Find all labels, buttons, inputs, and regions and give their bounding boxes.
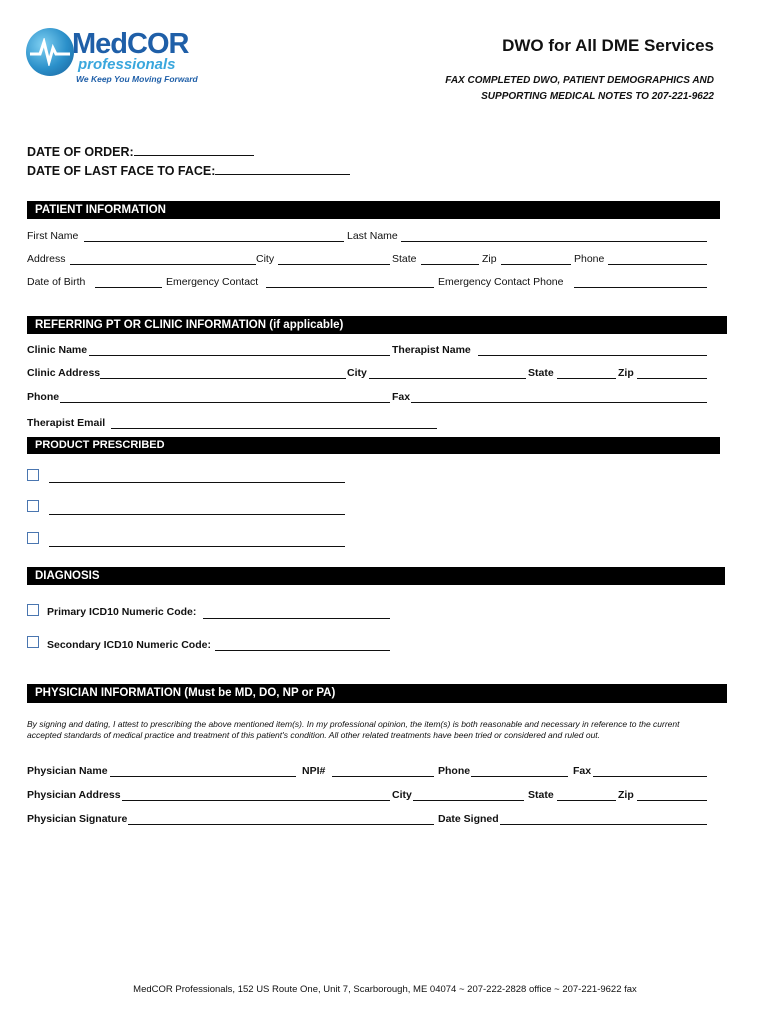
physician-name-row <box>27 765 717 779</box>
patient-name-row <box>27 230 717 244</box>
clinic-address-field[interactable] <box>100 378 346 379</box>
physician-address-label: Physician Address <box>27 789 121 801</box>
date-last-face-row <box>27 162 350 178</box>
product-checkbox-1[interactable] <box>27 469 39 481</box>
therapist-name-field[interactable] <box>478 355 707 356</box>
primary-icd-field[interactable] <box>203 618 390 619</box>
date-last-face-field[interactable] <box>215 162 350 175</box>
primary-icd-checkbox[interactable] <box>27 604 39 616</box>
referring-info-heading: REFERRING PT OR CLINIC INFORMATION (if applicable) <box>27 316 727 334</box>
city-field[interactable] <box>278 264 390 265</box>
clinic-zip-field[interactable] <box>637 378 707 379</box>
secondary-icd-checkbox[interactable] <box>27 636 39 648</box>
medcor-logo <box>26 26 196 90</box>
logo-sub: professionals <box>78 56 176 73</box>
physician-zip-field[interactable] <box>637 800 707 801</box>
clinic-name-row <box>27 344 717 358</box>
clinic-zip-label: Zip <box>618 367 634 379</box>
physician-state-field[interactable] <box>557 800 616 801</box>
physician-phone-label: Phone <box>438 765 471 777</box>
physician-address-field[interactable] <box>122 800 390 801</box>
date-signed-field[interactable] <box>500 824 707 825</box>
first-name-label: First Name <box>27 230 79 242</box>
therapist-name-label: Therapist Name <box>392 344 471 356</box>
fax-line-2: SUPPORTING MEDICAL NOTES TO 207-221-9622 <box>481 91 714 102</box>
product-prescribed-heading: PRODUCT PRESCRIBED <box>27 437 720 454</box>
physician-signature-label: Physician Signature <box>27 813 128 825</box>
address-field[interactable] <box>70 264 256 265</box>
logo-name: MedCOR <box>72 28 189 60</box>
physician-fax-field[interactable] <box>593 776 707 777</box>
npi-label: NPI# <box>302 765 326 777</box>
therapist-email-field[interactable] <box>111 428 437 429</box>
clinic-state-label: State <box>528 367 554 379</box>
dob-field[interactable] <box>95 287 162 288</box>
address-label: Address <box>27 253 66 265</box>
clinic-fax-field[interactable] <box>411 402 707 403</box>
state-label: State <box>392 253 417 265</box>
secondary-icd-field[interactable] <box>215 650 390 651</box>
fax-instructions <box>384 73 714 105</box>
state-field[interactable] <box>421 264 479 265</box>
physician-name-label: Physician Name <box>27 765 108 777</box>
clinic-fax-label: Fax <box>392 391 411 403</box>
therapist-email-label: Therapist Email <box>27 417 106 429</box>
clinic-name-label: Clinic Name <box>27 344 88 356</box>
physician-info-heading: PHYSICIAN INFORMATION (Must be MD, DO, NP or PA) <box>27 684 727 703</box>
city-label: City <box>256 253 275 265</box>
fax-line-1: FAX COMPLETED DWO, PATIENT DEMOGRAPHICS AND <box>445 75 714 86</box>
emergency-contact-field[interactable] <box>266 287 434 288</box>
emergency-contact-label: Emergency Contact <box>166 276 259 288</box>
npi-field[interactable] <box>332 776 434 777</box>
document-title: DWO for All DME Services <box>502 36 714 55</box>
primary-icd-label: Primary ICD10 Numeric Code: <box>47 606 197 618</box>
clinic-city-field[interactable] <box>369 378 526 379</box>
diagnosis-heading: DIAGNOSIS <box>27 567 725 585</box>
emergency-phone-field[interactable] <box>574 287 707 288</box>
physician-signature-row <box>27 813 717 827</box>
product-field-2[interactable] <box>49 514 345 515</box>
phone-label: Phone <box>574 253 605 265</box>
product-field-1[interactable] <box>49 482 345 483</box>
zip-label: Zip <box>482 253 497 265</box>
physician-address-row <box>27 789 717 803</box>
physician-signature-field[interactable] <box>128 824 434 825</box>
physician-city-label: City <box>392 789 412 801</box>
clinic-address-row <box>27 367 717 381</box>
last-name-field[interactable] <box>401 241 707 242</box>
zip-field[interactable] <box>501 264 571 265</box>
date-of-order-label: DATE OF ORDER: <box>27 145 134 159</box>
phone-field[interactable] <box>608 264 707 265</box>
logo-tagline: We Keep You Moving Forward <box>76 74 198 84</box>
patient-dob-row <box>27 276 717 290</box>
patient-info-heading: PATIENT INFORMATION <box>27 201 720 219</box>
footer-address: MedCOR Professionals, 152 US Route One, Unit 7, Scarborough, ME 04074 ~ 207-222-2828 office ~ 207-221-9622 fax <box>133 984 637 995</box>
date-last-face-label: DATE OF LAST FACE TO FACE: <box>27 164 216 178</box>
physician-phone-field[interactable] <box>471 776 568 777</box>
clinic-state-field[interactable] <box>557 378 616 379</box>
physician-zip-label: Zip <box>618 789 634 801</box>
date-of-order-field[interactable] <box>134 143 254 156</box>
product-checkbox-2[interactable] <box>27 500 39 512</box>
clinic-phone-row <box>27 391 717 405</box>
date-signed-label: Date Signed <box>438 813 499 825</box>
product-field-3[interactable] <box>49 546 345 547</box>
emergency-phone-label: Emergency Contact Phone <box>438 276 564 288</box>
clinic-city-label: City <box>347 367 367 379</box>
physician-state-label: State <box>528 789 554 801</box>
physician-fax-label: Fax <box>573 765 592 777</box>
clinic-name-field[interactable] <box>89 355 390 356</box>
date-of-order-row <box>27 143 254 159</box>
first-name-field[interactable] <box>84 241 344 242</box>
attestation-text: By signing and dating, I attest to prescribing the above mentioned item(s). In my professional opinion, the item(s) is both reasonable and necessary in reference to the current accepted standards of medical practice and treatment of this patient's condition. All other related treatments have been tried or considered and ruled out. <box>27 719 680 740</box>
dob-label: Date of Birth <box>27 276 86 288</box>
secondary-icd-label: Secondary ICD10 Numeric Code: <box>47 639 211 651</box>
last-name-label: Last Name <box>347 230 398 242</box>
clinic-address-label: Clinic Address <box>27 367 101 379</box>
physician-city-field[interactable] <box>413 800 524 801</box>
patient-address-row <box>27 253 717 267</box>
therapist-email-row <box>27 417 447 431</box>
clinic-phone-label: Phone <box>27 391 60 403</box>
physician-name-field[interactable] <box>110 776 296 777</box>
globe-icon <box>26 28 74 76</box>
product-checkbox-3[interactable] <box>27 532 39 544</box>
clinic-phone-field[interactable] <box>60 402 390 403</box>
